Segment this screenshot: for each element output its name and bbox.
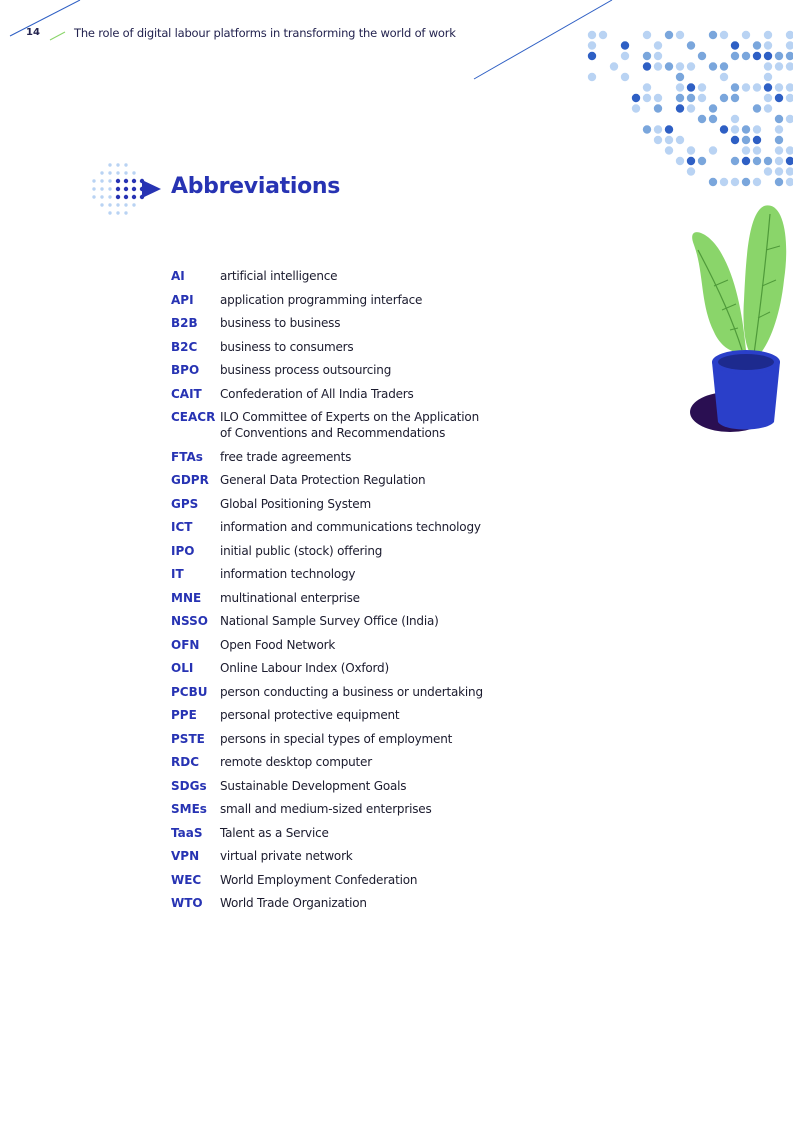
decorative-dot: [116, 203, 119, 206]
decorative-dot: [753, 157, 761, 165]
decorative-dot: [108, 163, 111, 166]
abbreviation-term: PSTE: [171, 731, 205, 746]
decorative-dot: [132, 203, 135, 206]
decorative-dot: [116, 163, 119, 166]
decorative-dot: [720, 73, 728, 81]
decorative-dot: [764, 73, 772, 81]
abbreviation-term: RDC: [171, 755, 200, 769]
abbreviation-definition: World Trade Organization: [220, 896, 367, 910]
abbreviation-row: [171, 362, 491, 378]
abbreviation-row: [171, 543, 491, 559]
decorative-dot: [742, 146, 750, 154]
decorative-dot: [764, 104, 772, 112]
decorative-dot: [621, 73, 629, 81]
decorative-dot: [720, 31, 728, 39]
abbreviation-definition: Online Labour Index (Oxford): [220, 661, 389, 675]
decorative-dot: [676, 94, 684, 102]
decorative-dot: [116, 171, 119, 174]
decorative-dot: [124, 195, 128, 199]
abbreviation-term: OFN: [171, 637, 200, 652]
decorative-dot: [775, 52, 783, 60]
decorative-dot: [676, 83, 684, 91]
decorative-dot: [764, 31, 772, 39]
abbreviation-definition: National Sample Survey Office (India): [220, 614, 439, 628]
decorative-dot: [786, 62, 793, 70]
decorative-dot: [132, 195, 136, 199]
abbreviation-row: [171, 613, 491, 629]
decorative-dot: [124, 163, 127, 166]
decorative-dot: [786, 41, 793, 49]
abbreviation-definition: Sustainable Development Goals: [220, 778, 407, 793]
decorative-dot: [100, 187, 103, 190]
abbreviation-term: TaaS: [171, 825, 203, 840]
abbreviation-definition: Open Food Network: [220, 637, 336, 652]
decorative-dot: [610, 62, 618, 70]
abbreviation-row: [171, 872, 491, 888]
abbreviation-definition: multinational enterprise: [220, 590, 360, 605]
decorative-dot: [753, 41, 761, 49]
decorative-dot: [687, 167, 695, 175]
decorative-dot: [100, 171, 103, 174]
abbreviation-term: B2B: [171, 316, 198, 330]
abbreviation-term: NSSO: [171, 614, 208, 628]
abbreviation-term: WEC: [171, 872, 202, 887]
abbreviation-definition: Confederation of All India Traders: [220, 386, 414, 401]
decorative-dot: [786, 157, 793, 165]
abbreviation-term: PCBU: [171, 684, 208, 699]
decorative-dot: [775, 62, 783, 70]
decorative-dot: [753, 125, 761, 133]
decorative-dot: [742, 136, 750, 144]
page-number: 14: [26, 27, 40, 38]
decorative-dot: [116, 179, 120, 183]
decorative-dot: [786, 52, 793, 60]
abbreviation-term: GPS: [171, 496, 199, 511]
decorative-dot: [665, 125, 673, 133]
decorative-dot: [132, 171, 135, 174]
decorative-dot: [92, 195, 95, 198]
decorative-dot: [709, 31, 717, 39]
abbreviation-definition: person conducting a business or undertaking: [220, 684, 483, 699]
abbreviation-definition: business process outsourcing: [220, 363, 392, 377]
abbreviation-term: API: [171, 292, 194, 307]
decorative-dot: [108, 211, 111, 214]
decorative-dot: [687, 83, 695, 91]
abbreviation-definition: General Data Protection Regulation: [220, 473, 426, 487]
abbreviation-row: [171, 590, 491, 606]
abbreviation-term: AI: [171, 269, 185, 283]
abbreviation-row: [171, 754, 491, 770]
decorative-dot: [709, 178, 717, 186]
decorative-dot: [764, 157, 772, 165]
decorative-dot: [108, 187, 111, 190]
abbreviation-term: GDPR: [171, 473, 209, 487]
decorative-dot: [621, 41, 629, 49]
decorative-dot: [764, 94, 772, 102]
abbreviation-row: [171, 496, 491, 512]
abbreviation-definition: initial public (stock) offering: [220, 543, 383, 558]
abbreviation-definition: free trade agreements: [220, 449, 352, 464]
decorative-dot: [720, 125, 728, 133]
abbreviation-definition: application programming interface: [220, 292, 423, 307]
decorative-dot: [742, 83, 750, 91]
abbreviation-row: [171, 472, 491, 488]
decorative-dot: [786, 83, 793, 91]
abbreviation-term: MNE: [171, 590, 202, 605]
decorative-dot-pattern: [470, 0, 793, 200]
decorative-dot: [643, 94, 651, 102]
decorative-dot: [676, 157, 684, 165]
abbreviation-term: FTAs: [171, 449, 203, 464]
decorative-dot: [764, 62, 772, 70]
decorative-dot: [654, 136, 662, 144]
decorative-dot: [764, 83, 772, 91]
abbreviation-definition: Global Positioning System: [220, 496, 371, 511]
decorative-dot: [665, 136, 673, 144]
decorative-dot: [786, 31, 793, 39]
decorative-dot: [687, 146, 695, 154]
decorative-dot: [92, 187, 95, 190]
arrow-icon: [90, 162, 165, 218]
decorative-dot: [654, 125, 662, 133]
decorative-dot: [720, 62, 728, 70]
plant-illustration: [686, 200, 793, 436]
decorative-dot: [764, 52, 772, 60]
decorative-dot: [124, 187, 128, 191]
decorative-dot: [753, 146, 761, 154]
decorative-dot: [698, 52, 706, 60]
abbreviation-row: [171, 519, 491, 535]
abbreviation-row: [171, 707, 491, 723]
abbreviation-term: VPN: [171, 849, 200, 863]
decorative-dot: [775, 157, 783, 165]
abbreviation-term: B2C: [171, 339, 198, 354]
decorative-dot: [588, 73, 596, 81]
decorative-dot: [632, 94, 640, 102]
decorative-dot: [124, 203, 127, 206]
abbreviation-row: [171, 660, 491, 676]
decorative-dot: [687, 104, 695, 112]
decorative-dot: [132, 179, 136, 183]
abbreviation-row: [171, 339, 491, 355]
decorative-dot: [124, 179, 128, 183]
abbreviation-term: IPO: [171, 543, 195, 558]
abbreviation-term: SDGs: [171, 778, 207, 793]
decorative-dot: [698, 157, 706, 165]
decorative-dot: [687, 62, 695, 70]
abbreviation-definition: virtual private network: [220, 849, 353, 863]
decorative-dot: [786, 146, 793, 154]
decorative-dot: [676, 104, 684, 112]
decorative-dot: [676, 136, 684, 144]
abbreviation-row: [171, 292, 491, 308]
decorative-dot: [731, 52, 739, 60]
running-title: The role of digital labour platforms in transforming the world of work: [74, 26, 456, 40]
decorative-dot: [687, 157, 695, 165]
abbreviation-row: [171, 848, 491, 864]
decorative-dot: [742, 157, 750, 165]
decorative-dot: [709, 62, 717, 70]
decorative-dot: [643, 31, 651, 39]
decorative-dot: [753, 136, 761, 144]
decorative-dot: [786, 94, 793, 102]
decorative-dot: [632, 104, 640, 112]
decorative-dot: [643, 83, 651, 91]
decorative-dot: [676, 62, 684, 70]
abbreviation-row: [171, 566, 491, 582]
decorative-dot: [108, 203, 111, 206]
decorative-dot: [775, 94, 783, 102]
decorative-dot: [643, 52, 651, 60]
decorative-dot: [742, 125, 750, 133]
abbreviation-definition: remote desktop computer: [220, 755, 372, 769]
decorative-dot: [731, 136, 739, 144]
decorative-dot: [775, 136, 783, 144]
abbreviation-row: [171, 315, 491, 331]
abbreviation-row: [171, 825, 491, 841]
abbreviation-term: ICT: [171, 520, 193, 534]
abbreviation-definition: personal protective equipment: [220, 708, 400, 722]
decorative-dot: [731, 178, 739, 186]
decorative-dot: [100, 203, 103, 206]
abbreviation-row: [171, 386, 491, 402]
decorative-dot: [764, 167, 772, 175]
abbreviation-row: [171, 801, 491, 817]
decorative-dot: [132, 187, 136, 191]
abbreviation-row: [171, 684, 491, 700]
decorative-dot: [116, 187, 120, 191]
decorative-dot: [731, 94, 739, 102]
decorative-dot: [665, 31, 673, 39]
decorative-dot: [116, 195, 120, 199]
abbreviation-term: WTO: [171, 896, 203, 910]
decorative-dot: [775, 83, 783, 91]
decorative-dot: [654, 41, 662, 49]
decorative-dot: [116, 211, 119, 214]
decorative-dot: [764, 41, 772, 49]
decorative-dot: [124, 211, 127, 214]
abbreviation-term: IT: [171, 567, 184, 581]
abbreviation-row: [171, 449, 491, 465]
decorative-dot: [588, 52, 596, 60]
abbreviation-row: [171, 731, 491, 747]
abbreviation-list: [171, 268, 491, 919]
decorative-dot: [698, 94, 706, 102]
decorative-dot: [786, 178, 793, 186]
decorative-dot: [753, 178, 761, 186]
decorative-dot: [654, 62, 662, 70]
decorative-dot: [786, 115, 793, 123]
abbreviation-term: BPO: [171, 363, 200, 377]
decorative-dot: [92, 179, 95, 182]
decorative-dot: [742, 178, 750, 186]
abbreviation-definition: artificial intelligence: [220, 269, 338, 283]
abbreviation-row: [171, 637, 491, 653]
decorative-dot: [643, 125, 651, 133]
decorative-dot: [775, 115, 783, 123]
decorative-dot: [709, 146, 717, 154]
abbreviation-definition: small and medium-sized enterprises: [220, 802, 432, 816]
abbreviation-definition: Talent as a Service: [220, 825, 329, 840]
decorative-dot: [731, 41, 739, 49]
abbreviation-term: OLI: [171, 661, 194, 675]
decorative-dot: [124, 171, 127, 174]
decorative-dot: [654, 94, 662, 102]
decorative-dot: [588, 41, 596, 49]
abbreviation-term: CEACR: [171, 410, 216, 424]
decorative-dot: [775, 146, 783, 154]
decorative-dot: [108, 179, 111, 182]
decorative-dot: [100, 179, 103, 182]
decorative-dot: [786, 167, 793, 175]
abbreviation-definition: ILO Committee of Experts on the Application of Conventions and Recommendations: [220, 410, 479, 440]
decorative-dot: [643, 62, 651, 70]
decorative-dot: [676, 73, 684, 81]
decorative-dot: [654, 52, 662, 60]
abbreviation-row: [171, 895, 491, 911]
decorative-dot: [698, 83, 706, 91]
decorative-dot: [720, 94, 728, 102]
page-title: Abbreviations: [171, 174, 341, 199]
decorative-dot: [665, 62, 673, 70]
decorative-dot: [676, 31, 684, 39]
decorative-dot: [753, 104, 761, 112]
decorative-dot: [753, 52, 761, 60]
decorative-dot: [698, 115, 706, 123]
decorative-dot: [709, 104, 717, 112]
abbreviation-row: [171, 268, 491, 284]
decorative-dot: [731, 157, 739, 165]
abbreviation-definition: World Employment Confederation: [220, 872, 418, 887]
decorative-dot: [687, 41, 695, 49]
decorative-dot: [731, 115, 739, 123]
decorative-dot: [665, 146, 673, 154]
decorative-dot: [742, 31, 750, 39]
decorative-dot: [709, 115, 717, 123]
abbreviation-definition: information technology: [220, 567, 356, 581]
decorative-dot: [588, 31, 596, 39]
decorative-dot: [775, 178, 783, 186]
decorative-dot: [775, 167, 783, 175]
abbreviation-term: PPE: [171, 708, 197, 722]
decorative-dot: [731, 125, 739, 133]
abbreviation-definition: business to consumers: [220, 339, 354, 354]
abbreviation-definition: persons in special types of employment: [220, 731, 453, 746]
abbreviation-definition: information and communications technology: [220, 520, 481, 534]
abbreviation-definition: business to business: [220, 316, 341, 330]
abbreviation-row: [171, 409, 491, 441]
decorative-dot: [742, 52, 750, 60]
decorative-dot: [654, 104, 662, 112]
abbreviation-term: SMEs: [171, 802, 207, 816]
decorative-dot: [100, 195, 103, 198]
decorative-dot: [720, 178, 728, 186]
decorative-dot: [753, 83, 761, 91]
decorative-dot: [621, 52, 629, 60]
decorative-dot: [108, 171, 111, 174]
decorative-dot: [599, 31, 607, 39]
abbreviation-row: [171, 778, 491, 794]
decorative-dot: [775, 125, 783, 133]
abbreviation-term: CAIT: [171, 386, 202, 401]
decorative-dot: [687, 94, 695, 102]
decorative-dot: [108, 195, 111, 198]
decorative-dot: [731, 83, 739, 91]
